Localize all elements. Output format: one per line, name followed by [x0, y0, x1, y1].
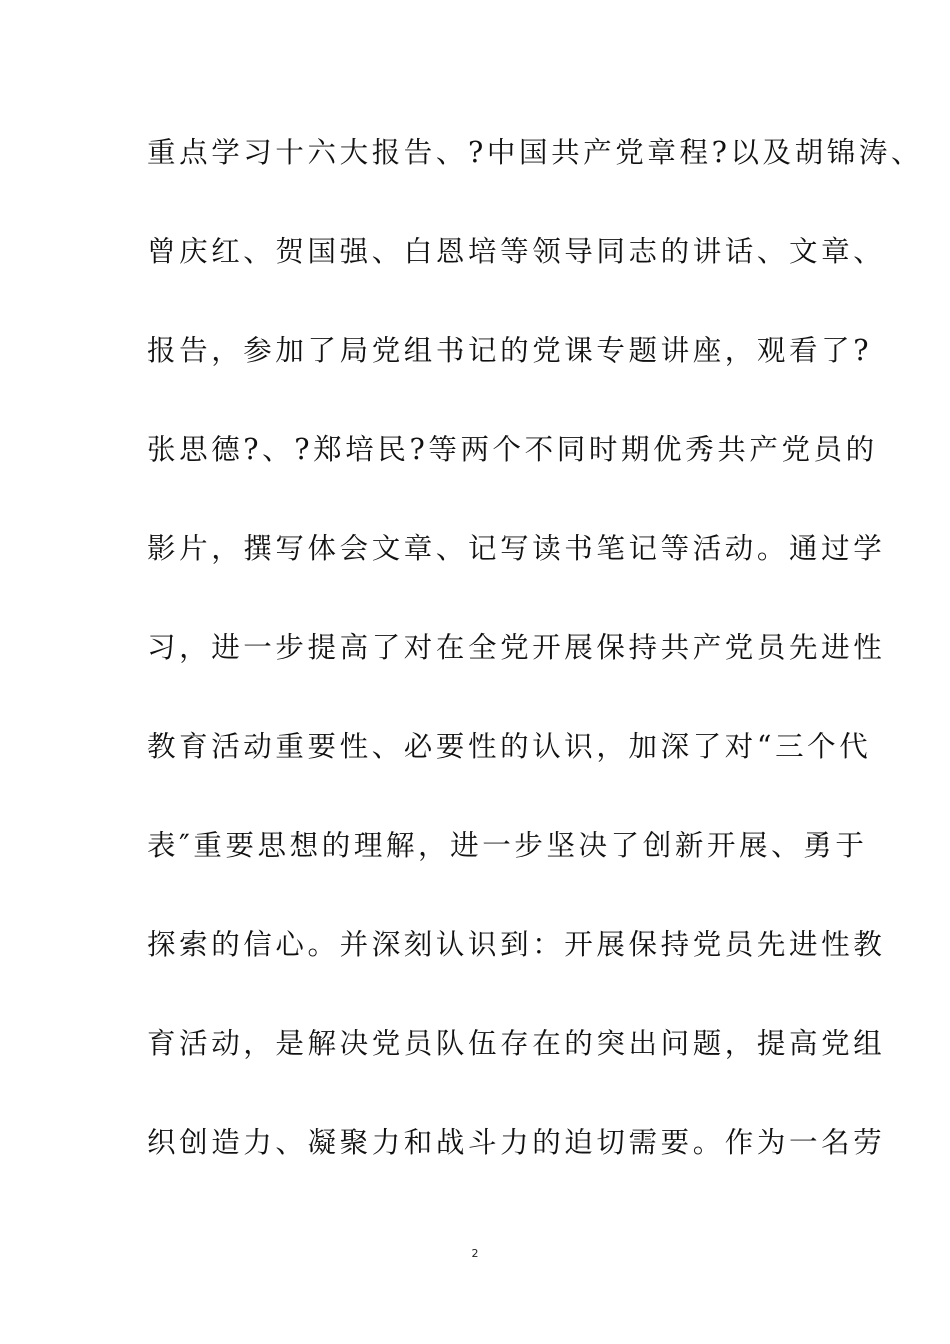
text-line-2: 曾庆红、贺国强、白恩培等领导同志的讲话、文章、	[147, 235, 886, 268]
text-line-11: 织创造力、凝聚力和战斗力的迫切需要。作为一名劳	[147, 1126, 886, 1159]
text-line-4: 张思德?、?郑培民?等两个不同时期优秀共产党员的	[147, 433, 878, 466]
page-number: 2	[471, 1247, 479, 1260]
text-line-5: 影片，撰写体会文章、记写读书笔记等活动。通过学	[147, 532, 886, 565]
text-line-1: 重点学习十六大报告、?中国共产党章程?以及胡锦涛、	[147, 136, 924, 169]
body-paragraph	[147, 127, 924, 1216]
text-line-7: 教育活动重要性、必要性的认识，加深了对“三个代	[147, 730, 872, 763]
text-line-10: 育活动，是解决党员队伍存在的突出问题，提高党组	[147, 1027, 886, 1060]
text-line-8: 表″重要思想的理解，进一步坚决了创新开展、勇于	[147, 829, 868, 862]
text-line-6: 习，进一步提高了对在全党开展保持共产党员先进性	[147, 631, 886, 664]
text-line-9: 探索的信心。并深刻认识到：开展保持党员先进性教	[147, 928, 886, 961]
text-line-3: 报告，参加了局党组书记的党课专题讲座，观看了?	[147, 334, 873, 367]
